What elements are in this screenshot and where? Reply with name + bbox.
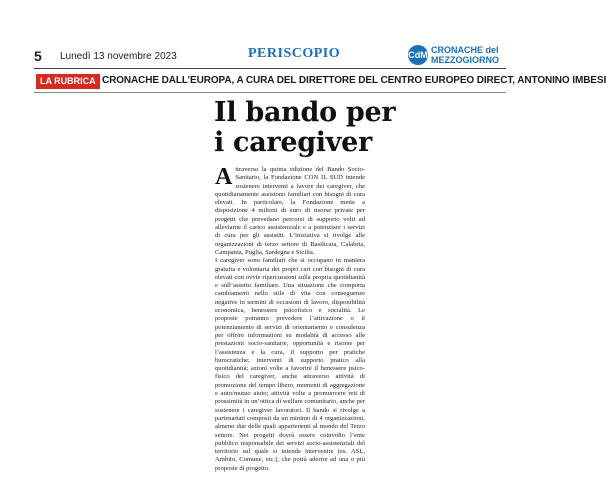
article-body bbox=[215, 166, 365, 473]
paragraph-1-text: ttraverso la quinta edizione del Bando Socio-Sanitario, la Fondazione CON IL SUD intende sostenere interventi a favore dei caregiver, che quotidianamente assistono familiari con bisogni di cura elevati. In particolare, la Fondazione mette a disposizione 4 milioni di euro di risorse private per progetti che prevedano percorsi di supporto volti ad alleviarne il carico assistenziale e a potenziare i servizi di cura per gli assistiti. L’iniziativa si rivolge alle organizzazioni di terzo settore di Basilicata, Calabria, Campania, Puglia, Sardegna e Sicilia. bbox=[215, 166, 365, 256]
masthead-name-line1: CRONACHE del bbox=[431, 45, 499, 55]
drop-cap: A bbox=[215, 164, 233, 190]
section-title: PERISCOPIO bbox=[248, 46, 341, 61]
article-headline bbox=[214, 98, 395, 158]
page-number: 5 bbox=[34, 48, 42, 64]
article-paragraph-1 bbox=[215, 166, 365, 257]
rubrica-tag: LA RUBRICA bbox=[36, 74, 100, 89]
headline-line-2: i caregiver bbox=[214, 127, 372, 158]
header-divider bbox=[34, 68, 506, 69]
article-paragraph-2: I caregiver sono familiari che si occupano in maniera gratuita e volontaria dei propri cari con bisogni di cura elevati con ovvie ripercussioni sulla propria quotidianità e sull’assetto familiare. Una situazione che comporta cambiamenti nello stile di vita con conseguenze negative in termini di occasioni di lavoro, disponibilità economica, benessere psicofisico e socialità. Le proposte potranno prevedere l’attivazione o il potenziamento di servizi di orientamento e consulenza per offrire informazioni su modalità di accesso alle prestazioni socio-sanitarie, opportunità e risorse per l’assistenza e la cura, il supporto per pratiche burocratiche; interventi di supporto pratico alla quotidianità; azioni volte a favorire il benessere psico-fisico del caregiver, anche attraverso attività di promozione del tempo libero, momenti di aggregazione e auto/mutuo aiuto; attività volte a promuovere reti di prossimità in un’ottica di welfare comunitario, anche per sostenere i caregiver lavoratori. Il bando si rivolge a partenariati composti da un minimo di 4 organizzazioni, almeno due delle quali appartenenti al mondo del Terzo settore. Nei progetti dovrà essere coinvolto l’ente pubblico responsabile dei servizi socio-assistenziali del territorio sul quale si intende intervenire (es. ASL, Ambito, Comune, etc.), che potrà aderire ad una o più proposte di progetto. bbox=[215, 257, 365, 472]
rubrica-divider bbox=[34, 92, 506, 93]
issue-date: Lunedì 13 novembre 2023 bbox=[60, 51, 177, 62]
masthead-name-line2: MEZZOGIORNO bbox=[431, 55, 499, 65]
masthead-logo-icon: CdM bbox=[408, 45, 428, 65]
rubrica-description: CRONACHE DALL’EUROPA, A CURA DEL DIRETTORE DEL CENTRO EUROPEO DIRECT, ANTONINO IMBESI bbox=[102, 75, 606, 86]
newspaper-masthead bbox=[408, 44, 504, 66]
headline-line-1: Il bando per bbox=[214, 97, 396, 128]
